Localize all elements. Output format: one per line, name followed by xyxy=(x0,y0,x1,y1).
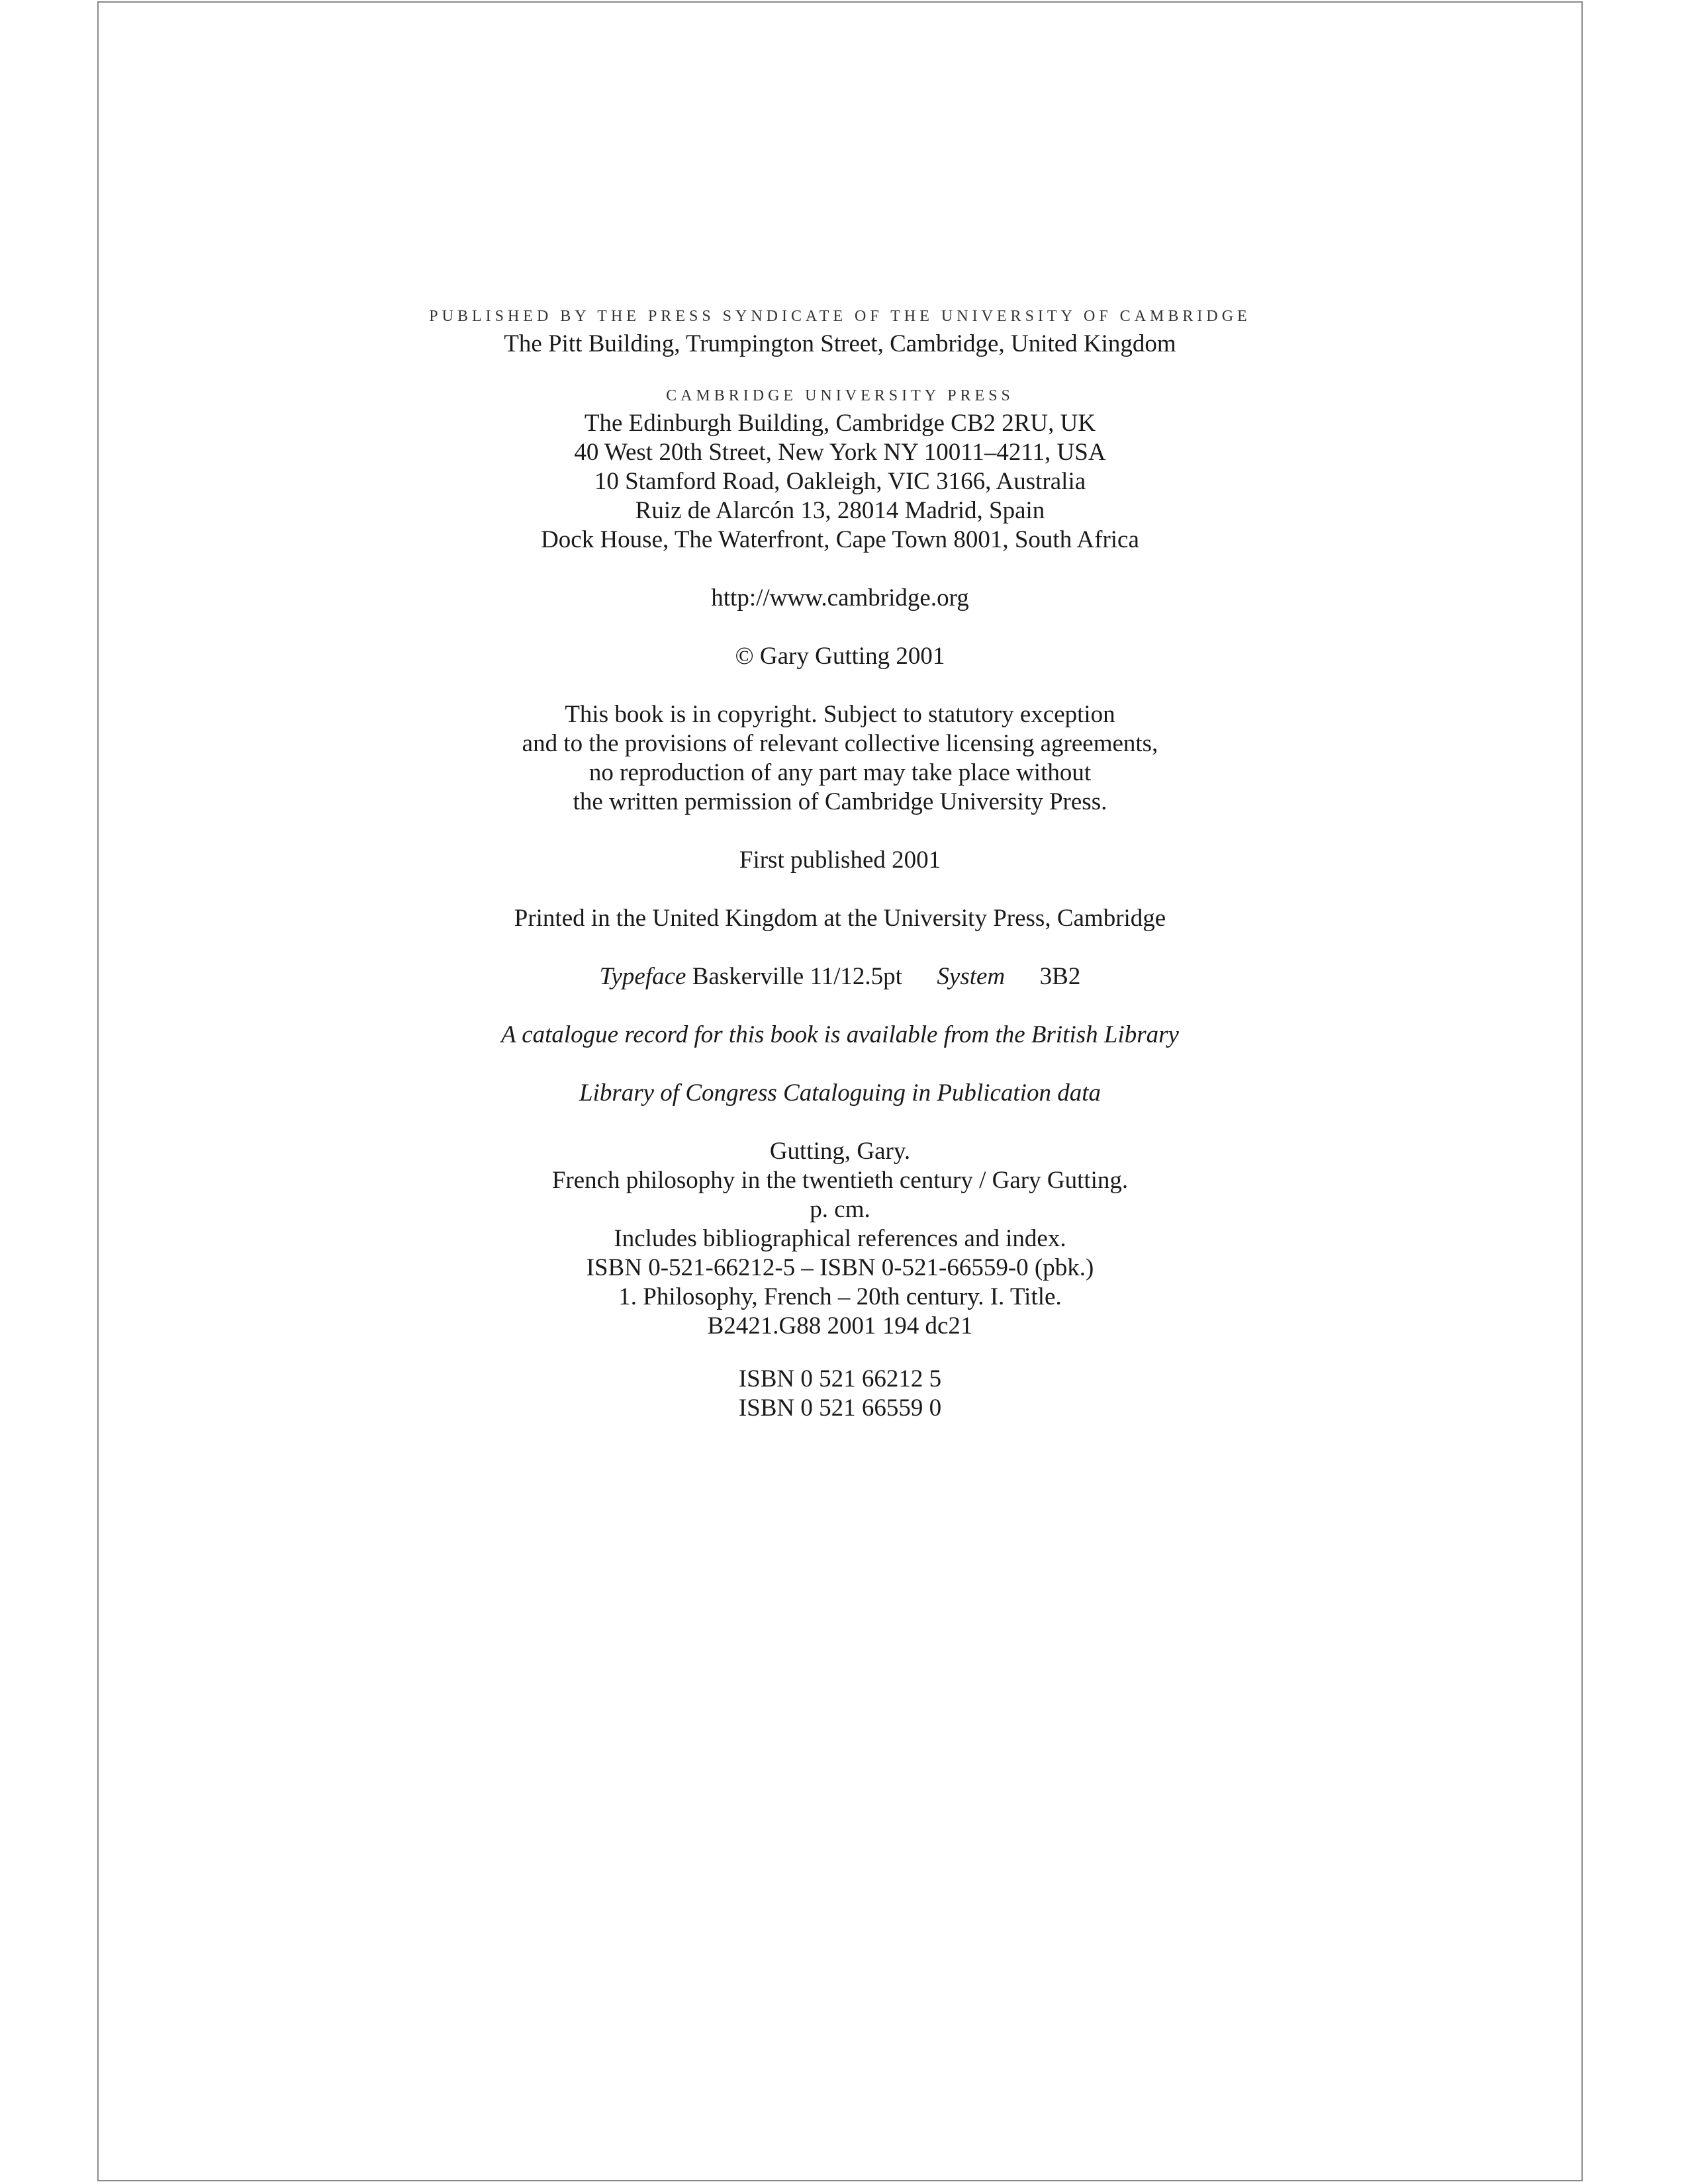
press-heading: CAMBRIDGE UNIVERSITY PRESS xyxy=(666,387,1014,404)
copyright-statement-line: the written permission of Cambridge University Press. xyxy=(573,788,1107,815)
copyright-statement-line: This book is in copyright. Subject to statutory exception xyxy=(565,701,1115,728)
system-value: 3B2 xyxy=(1039,963,1081,990)
syndicate-heading: PUBLISHED BY THE PRESS SYNDICATE OF THE UNIVERSITY OF CAMBRIDGE xyxy=(429,308,1251,325)
website-url: http://www.cambridge.org xyxy=(711,584,969,612)
loc-heading: Library of Congress Cataloguing in Publication data xyxy=(579,1079,1101,1107)
address-line: The Edinburgh Building, Cambridge CB2 2RU, UK xyxy=(584,410,1096,437)
isbn-line: ISBN 0 521 66212 5 xyxy=(738,1365,942,1392)
first-published: First published 2001 xyxy=(739,846,941,874)
system-label: System xyxy=(937,963,1006,990)
cip-line: 1. Philosophy, French – 20th century. I. Title. xyxy=(618,1283,1062,1310)
isbn-line: ISBN 0 521 66559 0 xyxy=(738,1394,942,1422)
address-line: Ruiz de Alarcón 13, 28014 Madrid, Spain xyxy=(635,497,1045,524)
copyright-statement-line: no reproduction of any part may take place without xyxy=(588,759,1092,786)
cip-line: ISBN 0-521-66212-5 – ISBN 0-521-66559-0 (pbk.) xyxy=(586,1254,1094,1281)
address-line: 40 West 20th Street, New York NY 10011–4211, USA xyxy=(574,439,1106,466)
cip-line: p. cm. xyxy=(810,1196,870,1223)
address-line: 10 Stamford Road, Oakleigh, VIC 3166, Australia xyxy=(594,468,1086,495)
copyright-statement-line: and to the provisions of relevant collective licensing agreements, xyxy=(522,730,1158,757)
catalogue-record: A catalogue record for this book is available from the British Library xyxy=(501,1021,1179,1048)
address-line: Dock House, The Waterfront, Cape Town 8001, South Africa xyxy=(541,526,1139,553)
typeface-value: Baskerville 11/12.5pt xyxy=(692,963,902,990)
cip-line: Gutting, Gary. xyxy=(769,1138,911,1165)
copyright-page xyxy=(97,303,1583,1423)
cip-line: Includes bibliographical references and index. xyxy=(614,1225,1066,1252)
copyright-notice: © Gary Gutting 2001 xyxy=(735,643,945,670)
cip-line: French philosophy in the twentieth century / Gary Gutting. xyxy=(551,1167,1129,1194)
cip-line: B2421.G88 2001 194 dc21 xyxy=(707,1312,973,1340)
syndicate-address: The Pitt Building, Trumpington Street, Cambridge, United Kingdom xyxy=(504,330,1176,357)
printed-statement: Printed in the United Kingdom at the University Press, Cambridge xyxy=(514,905,1166,932)
typeface-label: Typeface xyxy=(599,963,686,990)
typeface-line xyxy=(97,962,1583,991)
